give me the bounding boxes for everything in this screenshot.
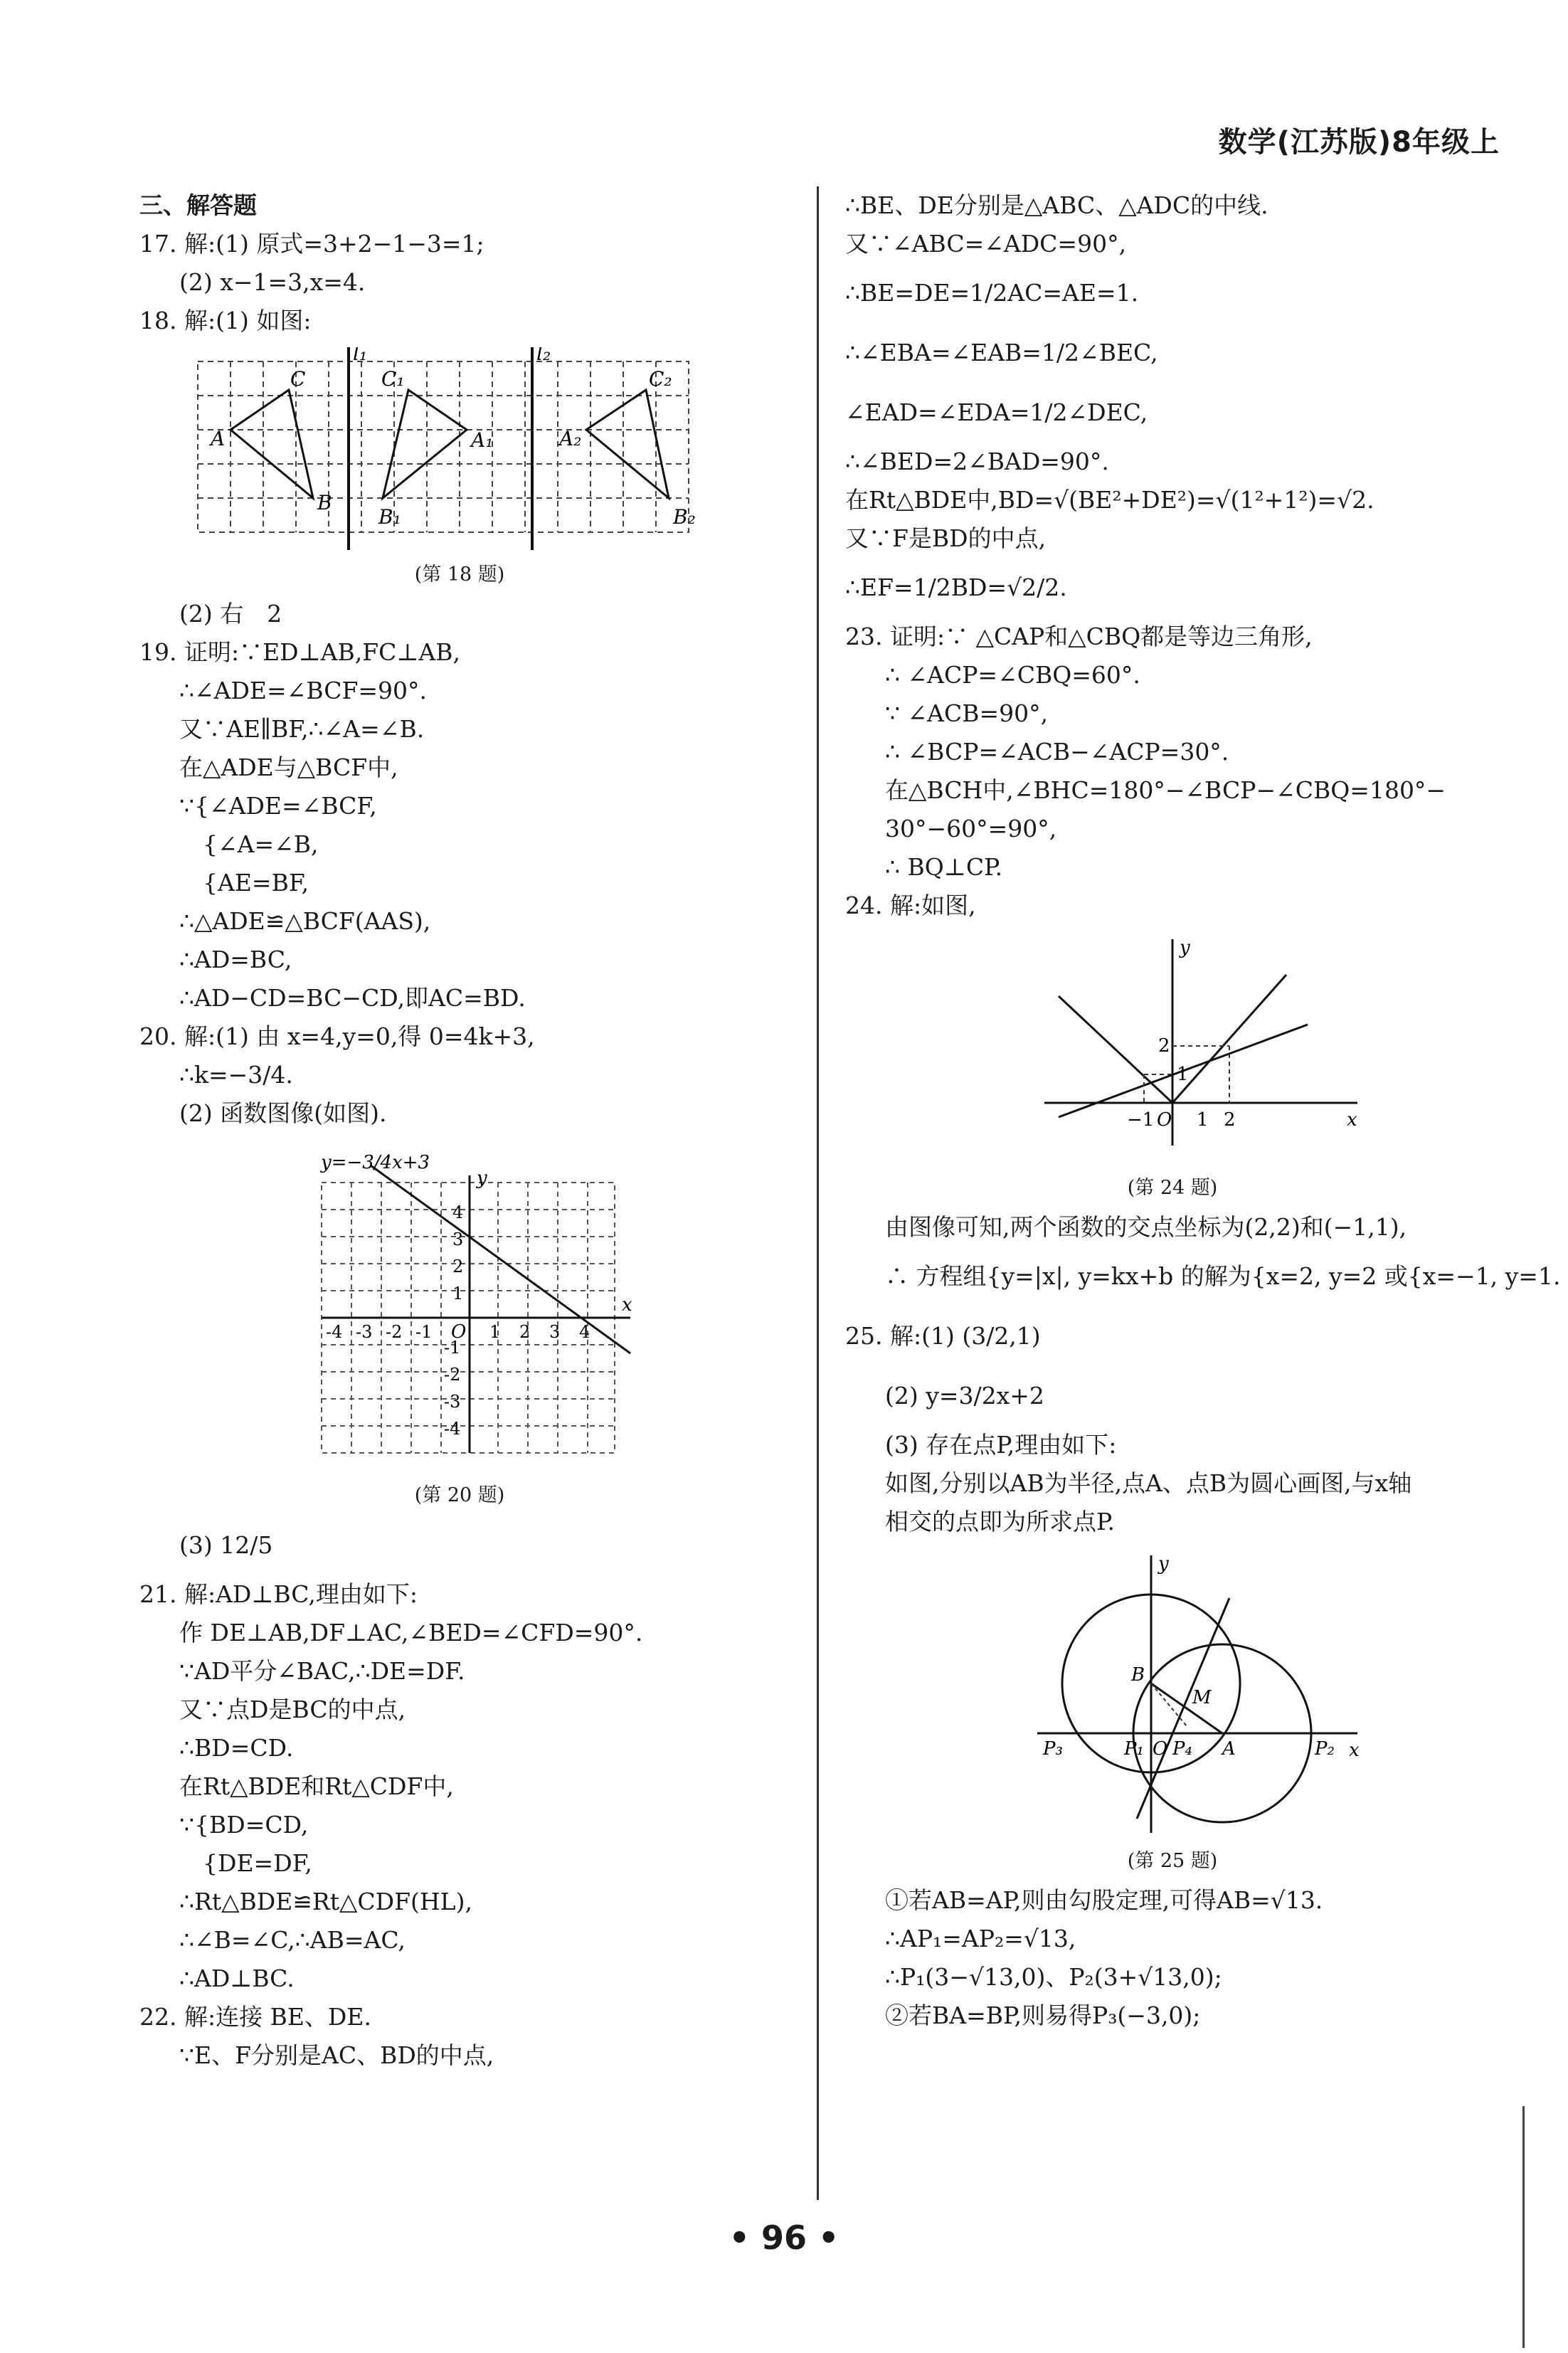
x-tick: 1 bbox=[489, 1322, 501, 1342]
graph-equation-label: y=−3/4x+3 bbox=[321, 1152, 430, 1173]
q18-answer: (2) 右 2 bbox=[179, 600, 282, 628]
y-axis-label: y bbox=[477, 1168, 487, 1189]
q25-line: (3) 存在点P,理由如下: bbox=[885, 1431, 1117, 1459]
x-tick: 4 bbox=[579, 1322, 590, 1342]
figure-q20 bbox=[139, 1140, 780, 1511]
q19-line: {AE=BF, bbox=[179, 869, 309, 897]
q22-cont-line: ∴BE=DE=1/2AC=AE=1. bbox=[845, 279, 1139, 307]
page-header-title: 数学(江苏版)8年级上 bbox=[1218, 126, 1500, 159]
q20-line: (2) 函数图像(如图). bbox=[179, 1099, 387, 1127]
label-b2: B₂ bbox=[673, 505, 696, 529]
x-tick-1: 1 bbox=[1197, 1109, 1209, 1131]
q22-cont-line: ∠EAD=∠EDA=1/2∠DEC, bbox=[845, 398, 1148, 426]
triangle-a1b1c1 bbox=[383, 390, 467, 498]
q20-caption: (第 20 题) bbox=[414, 1484, 505, 1506]
label-a: A bbox=[211, 427, 226, 450]
q23-line: 30°−60°=90°, bbox=[885, 815, 1057, 842]
segment-ab bbox=[1151, 1683, 1222, 1733]
q20-answer3: (3) 12/5 bbox=[179, 1531, 273, 1559]
q25-after-line: ∴P₁(3−√13,0)、P₂(3+√13,0); bbox=[885, 1963, 1222, 1991]
p2-label: P₂ bbox=[1315, 1738, 1335, 1760]
column-divider bbox=[817, 186, 819, 2200]
y-axis-label: y bbox=[1158, 1553, 1169, 1575]
label-b: B bbox=[317, 491, 332, 514]
y-tick-1: 1 bbox=[1177, 1064, 1189, 1085]
q23-line: ∴ ∠ACP=∠CBQ=60°. bbox=[885, 661, 1140, 689]
q21-line: 21. 解:AD⊥BC,理由如下: bbox=[139, 1580, 418, 1608]
q20-line: ∴k=−3/4. bbox=[179, 1061, 293, 1089]
q19-line: ∴AD=BC, bbox=[179, 946, 292, 973]
origin-label: O bbox=[1153, 1738, 1168, 1760]
label-c2: C₂ bbox=[649, 367, 672, 391]
q25-after-line: ∴AP₁=AP₂=√13, bbox=[885, 1925, 1076, 1952]
label-a2: A₂ bbox=[559, 427, 582, 450]
y-tick-labels bbox=[444, 1202, 463, 1439]
x-tick: -1 bbox=[415, 1322, 433, 1342]
label-l1: l₁ bbox=[353, 347, 368, 365]
q17-line: 17. 解:(1) 原式=3+2−1−3=1; bbox=[139, 230, 484, 258]
x-tick: -4 bbox=[326, 1322, 343, 1342]
q19-line: ∴△ADE≌△BCF(AAS), bbox=[179, 907, 431, 935]
y-tick: -3 bbox=[444, 1392, 461, 1412]
q18-grid-figure bbox=[139, 347, 709, 554]
q18-intro: 18. 解:(1) 如图: bbox=[139, 307, 312, 334]
q21-line: ∵AD平分∠BAC,∴DE=DF. bbox=[179, 1657, 465, 1685]
right-edge-line bbox=[1522, 2106, 1525, 2348]
y-tick-2: 2 bbox=[1158, 1035, 1170, 1057]
x-axis-label: x bbox=[1349, 1740, 1360, 1761]
q23-line: ∴ ∠BCP=∠ACB−∠ACP=30°. bbox=[885, 738, 1229, 766]
left-column bbox=[139, 186, 780, 2075]
q20-line: 20. 解:(1) 由 x=4,y=0,得 0=4k+3, bbox=[139, 1022, 535, 1050]
figure-q25 bbox=[845, 1548, 1500, 1877]
q24-line: ∴ 方程组{y=|x|, y=kx+b 的解为{x=2, y=2 或{x=−1, y=1. bbox=[885, 1262, 1561, 1290]
p1-label: P₁ bbox=[1124, 1738, 1144, 1760]
q21-line: 又∵点D是BC的中点, bbox=[179, 1696, 406, 1723]
q25-line: 25. 解:(1) (3/2,1) bbox=[845, 1322, 1041, 1350]
x-axis-label: x bbox=[622, 1294, 632, 1316]
x-tick: 2 bbox=[519, 1322, 531, 1342]
x-tick: 3 bbox=[549, 1322, 561, 1342]
page-number: • 96 • bbox=[729, 2219, 839, 2257]
point-b-label: B bbox=[1131, 1664, 1145, 1686]
p3-label: P₃ bbox=[1043, 1738, 1063, 1760]
q22-cont-line: ∴∠EBA=∠EAB=1/2∠BEC, bbox=[845, 339, 1158, 366]
q25-line: 如图,分别以AB为半径,点A、点B为圆心画图,与x轴 bbox=[885, 1469, 1412, 1497]
q19-line: ∵{∠ADE=∠BCF, bbox=[179, 792, 377, 820]
x-tick: -3 bbox=[356, 1322, 373, 1342]
q21-line: ∴∠B=∠C,∴AB=AC, bbox=[179, 1926, 406, 1954]
x-tick-neg1: −1 bbox=[1127, 1109, 1155, 1131]
q22-cont-line: 又∵F是BD的中点, bbox=[845, 524, 1047, 552]
x-axis-label: x bbox=[1347, 1109, 1357, 1131]
q23-line: 23. 证明:∵ △CAP和△CBQ都是等边三角形, bbox=[845, 623, 1313, 650]
q19-line: 又∵AE∥BF,∴∠A=∠B. bbox=[179, 715, 425, 743]
q22-line: 22. 解:连接 BE、DE. bbox=[139, 2003, 371, 2031]
q25-circles-figure bbox=[845, 1548, 1485, 1840]
q21-line: ∴AD⊥BC. bbox=[179, 1965, 295, 1992]
graph-line bbox=[371, 1165, 630, 1353]
q21-line: ∴Rt△BDE≌Rt△CDF(HL), bbox=[179, 1888, 472, 1915]
q22-cont-line: 在Rt△BDE中,BD=√(BE²+DE²)=√(1²+1²)=√2. bbox=[845, 486, 1374, 514]
p4-label: P₄ bbox=[1172, 1738, 1192, 1760]
q24-line: 由图像可知,两个函数的交点坐标为(2,2)和(−1,1), bbox=[885, 1213, 1407, 1241]
y-axis-label: y bbox=[1180, 937, 1190, 958]
q25-caption: (第 25 题) bbox=[1127, 1850, 1218, 1872]
q22-line: ∵E、F分别是AC、BD的中点, bbox=[179, 2041, 494, 2069]
q23-line: ∴ BQ⊥CP. bbox=[885, 853, 1003, 881]
q24-caption: (第 24 题) bbox=[1127, 1177, 1218, 1199]
q18-caption: (第 18 题) bbox=[414, 564, 505, 586]
x-tick-2: 2 bbox=[1224, 1109, 1236, 1131]
figure-q24 bbox=[845, 932, 1500, 1204]
q22-cont-line: ∴BE、DE分别是△ABC、△ADC的中线. bbox=[845, 191, 1268, 219]
q25-after-line: ①若AB=AP,则由勾股定理,可得AB=√13. bbox=[885, 1886, 1323, 1914]
q25-line: 相交的点即为所求点P. bbox=[885, 1508, 1116, 1535]
label-b1: B₁ bbox=[378, 505, 401, 529]
x-tick: -2 bbox=[386, 1322, 403, 1342]
q17-line: (2) x−1=3,x=4. bbox=[179, 268, 366, 296]
q21-line: 在Rt△BDE和Rt△CDF中, bbox=[179, 1772, 454, 1800]
q21-line: {DE=DF, bbox=[179, 1849, 312, 1877]
q24-intro: 24. 解:如图, bbox=[845, 892, 976, 919]
y-tick: -1 bbox=[444, 1338, 461, 1358]
label-c: C bbox=[290, 367, 306, 391]
q25-line: (2) y=3/2x+2 bbox=[885, 1382, 1044, 1410]
triangle-abc bbox=[231, 390, 313, 498]
q19-line: {∠A=∠B, bbox=[179, 830, 319, 858]
label-l2: l₂ bbox=[536, 347, 551, 365]
q22-cont-line: ∴∠BED=2∠BAD=90°. bbox=[845, 448, 1109, 475]
figure-q18 bbox=[139, 347, 780, 591]
origin-label: O bbox=[451, 1321, 467, 1343]
q23-line: ∵ ∠ACB=90°, bbox=[885, 699, 1049, 727]
q23-line: 在△BCH中,∠BHC=180°−∠BCP−∠CBQ=180°− bbox=[885, 776, 1446, 804]
q19-line: 在△ADE与△BCF中, bbox=[179, 754, 398, 781]
q19-line: 19. 证明:∵ED⊥AB,FC⊥AB, bbox=[139, 638, 460, 666]
q20-graph-figure bbox=[139, 1140, 709, 1474]
label-c1: C₁ bbox=[381, 367, 405, 391]
origin-label: O bbox=[1157, 1109, 1172, 1131]
y-tick: 3 bbox=[452, 1230, 464, 1249]
q24-graph-figure bbox=[845, 932, 1485, 1167]
label-a1: A₁ bbox=[471, 428, 494, 452]
point-a-label: A bbox=[1222, 1738, 1236, 1760]
q19-line: ∴AD−CD=BC−CD,即AC=BD. bbox=[179, 984, 526, 1012]
y-tick: -4 bbox=[444, 1419, 461, 1439]
q22-cont-line: 又∵∠ABC=∠ADC=90°, bbox=[845, 230, 1127, 258]
q25-after-line: ②若BA=BP,则易得P₃(−3,0); bbox=[885, 2002, 1201, 2029]
point-m-label: M bbox=[1192, 1687, 1212, 1708]
q22-cont-line: ∴EF=1/2BD=√2/2. bbox=[845, 573, 1067, 601]
y-tick: 4 bbox=[452, 1202, 464, 1222]
section-title: 三、解答题 bbox=[139, 191, 257, 219]
y-tick: -2 bbox=[444, 1365, 461, 1385]
y-tick: 1 bbox=[452, 1284, 464, 1304]
q21-line: ∴BD=CD. bbox=[179, 1734, 294, 1762]
q19-line: ∴∠ADE=∠BCF=90°. bbox=[179, 677, 427, 704]
right-column bbox=[845, 186, 1561, 2035]
q21-line: 作 DE⊥AB,DF⊥AC,∠BED=∠CFD=90°. bbox=[179, 1619, 643, 1646]
q21-line: ∵{BD=CD, bbox=[179, 1811, 309, 1839]
y-tick: 2 bbox=[452, 1257, 464, 1276]
